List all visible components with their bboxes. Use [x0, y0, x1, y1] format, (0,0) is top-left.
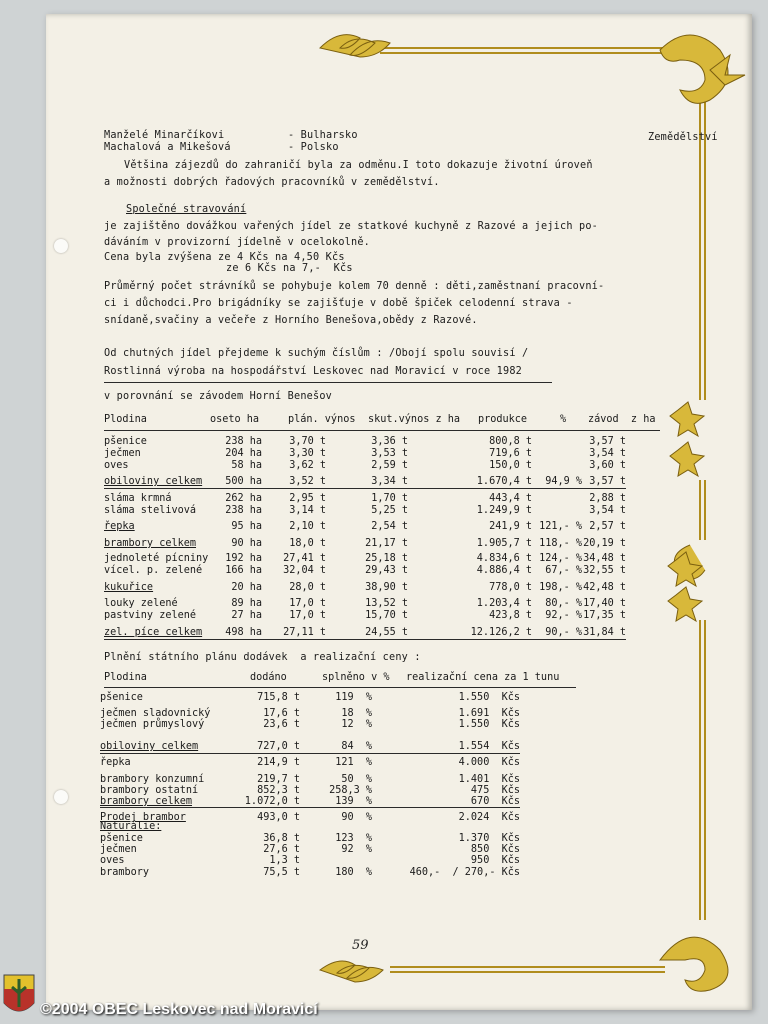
- section-title: Zemědělství: [648, 132, 718, 143]
- para3-line3: snídaně,svačiny a večeře z Horního Benešova,obědy z Razové.: [104, 315, 478, 326]
- price-line2: ze 6 Kčs na 7,- Kčs: [226, 263, 353, 274]
- table1-header: Plodina oseto ha plán. výnos skut.výnos z ha produkce % závod z ha: [104, 414, 656, 425]
- table-row: kukuřice 20 ha 28,0 t 38,90 t 778,0 t 198,- % 42,48 t: [104, 582, 626, 593]
- table-row: ječmen průmyslový 23,6 t 12 % 1.550 Kčs: [100, 719, 520, 730]
- table-row: pšenice 715,8 t 119 % 1.550 Kčs: [100, 692, 520, 703]
- table-row: pšenice 36,8 t 123 % 1.370 Kčs: [100, 833, 520, 844]
- table-row: pastviny zelené 27 ha 17,0 t 15,70 t 423,8 t 92,- % 17,35 t: [104, 610, 626, 621]
- table-row: louky zelené 89 ha 17,0 t 13,52 t 1.203,4 t 80,- % 17,40 t: [104, 598, 626, 609]
- para1-line2: a možnosti dobrých řadových pracovníků v zemědělství.: [104, 177, 440, 188]
- table-row: pšenice 238 ha 3,70 t 3,36 t 800,8 t 3,57 t: [104, 436, 626, 447]
- footer-bar: [0, 995, 768, 1024]
- table-row: jednoleté pícniny 192 ha 27,41 t 25,18 t 4.834,6 t 124,- % 34,48 t: [104, 553, 626, 564]
- table-row: Naturálie:: [100, 821, 162, 832]
- table-row: brambory konzumní 219,7 t 50 % 1.401 Kčs: [100, 774, 520, 785]
- table-row: brambory ostatní 852,3 t 258,3 % 475 Kčs: [100, 785, 520, 796]
- trip-dest-2: - Polsko: [288, 142, 339, 153]
- price-line1: Cena byla zvýšena ze 4 Kčs na 4,50 Kčs: [104, 252, 345, 263]
- table-row: sláma krmná 262 ha 2,95 t 1,70 t 443,4 t 2,88 t: [104, 493, 626, 504]
- para3-line1: Průměrný počet strávníků se pohybuje kolem 70 denně : děti,zaměstnaní pracovní-: [104, 281, 605, 292]
- table-row: brambory 75,5 t 180 % 460,- / 270,- Kčs: [100, 867, 520, 878]
- table1-heading: Rostlinná výroba na hospodářství Leskovec nad Moravicí v roce 1982: [104, 366, 523, 377]
- table2-heading: Plnění státního plánu dodávek a realizační ceny :: [104, 652, 421, 663]
- para2-line2: dáváním v provizorní jídelně v ocelokolně.: [104, 237, 371, 248]
- heading-meals: Společné stravování: [126, 204, 247, 215]
- table-row: obiloviny celkem 500 ha 3,52 t 3,34 t 1.670,4 t 94,9 % 3,57 t: [104, 476, 626, 487]
- table-row: ječmen sladovnický 17,6 t 18 % 1.691 Kčs: [100, 708, 520, 719]
- page-number: 59: [352, 938, 369, 953]
- table-row: vícel. p. zelené 166 ha 32,04 t 29,43 t 4.886,4 t 67,- % 32,55 t: [104, 565, 626, 576]
- table-row: Prodej brambor 493,0 t 90 % 2.024 Kčs: [100, 812, 520, 823]
- coat-of-arms-icon: [2, 973, 36, 1021]
- trip-dest-1: - Bulharsko: [288, 130, 358, 141]
- table-row: oves 58 ha 3,62 t 2,59 t 150,0 t 3,60 t: [104, 460, 626, 471]
- table-row: oves 1,3 t 950 Kčs: [100, 855, 520, 866]
- table-row: sláma stelivová 238 ha 3,14 t 5,25 t 1.249,9 t 3,54 t: [104, 505, 626, 516]
- table2-header: Plodina dodáno splněno v % realizační cena za 1 tunu: [104, 672, 560, 683]
- table-row: zel. píce celkem 498 ha 27,11 t 24,55 t 12.126,2 t 90,- % 31,84 t: [104, 627, 626, 638]
- table-row: řepka 95 ha 2,10 t 2,54 t 241,9 t 121,- % 2,57 t: [104, 521, 626, 532]
- para1-line1: Většina zájezdů do zahraničí byla za odměnu.I toto dokazuje životní úroveň: [124, 160, 593, 171]
- table1-subheading: v porovnání se závodem Horní Benešov: [104, 391, 333, 402]
- para4: Od chutných jídel přejdeme k suchým číslům : /Obojí spolu souvisí /: [104, 348, 529, 359]
- table-row: brambory celkem 1.072,0 t 139 % 670 Kčs: [100, 796, 520, 807]
- para3-line2: ci i důchodci.Pro brigádníky se zajišťuje v době špiček celodenní strava -: [104, 298, 573, 309]
- trip-names-2: Machalová a Mikešová: [104, 142, 231, 153]
- table-row: řepka 214,9 t 121 % 4.000 Kčs: [100, 757, 520, 768]
- trip-names-1: Manželé Minarčíkovi: [104, 130, 225, 141]
- table-row: obiloviny celkem 727,0 t 84 % 1.554 Kčs: [100, 741, 520, 752]
- table-row: ječmen 27,6 t 92 % 850 Kčs: [100, 844, 520, 855]
- copyright-text: ©2004 OBEC Leskovec nad Moravicí: [40, 1001, 318, 1018]
- para2-line1: je zajištěno dovážkou vařených jídel ze statkové kuchyně z Razové a jejich po-: [104, 221, 599, 232]
- table-row: ječmen 204 ha 3,30 t 3,53 t 719,6 t 3,54 t: [104, 448, 626, 459]
- table-row: brambory celkem 90 ha 18,0 t 21,17 t 1.905,7 t 118,- % 20,19 t: [104, 538, 626, 549]
